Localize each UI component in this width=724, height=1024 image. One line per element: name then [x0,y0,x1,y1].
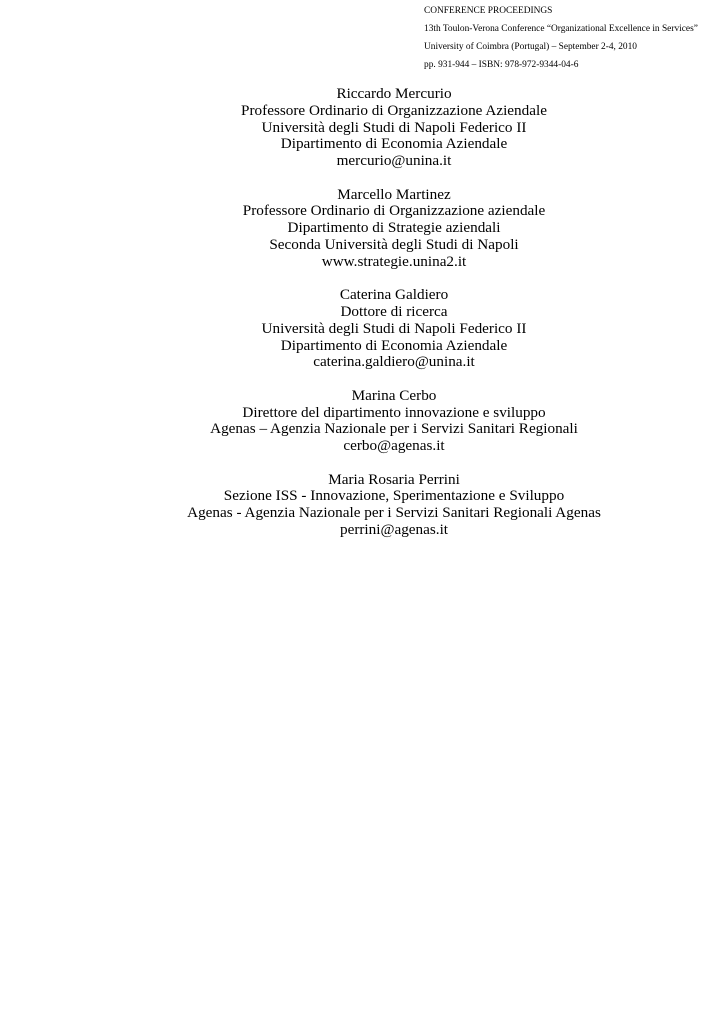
author-name: Maria Rosaria Perrini [328,470,460,488]
author-affiliation: Agenas – Agenzia Nazionale per i Servizi Sanitari Regionali [210,420,578,438]
conference-header-isbn: pp. 931-944 – ISBN: 978-972-9344-04-6 [424,60,579,70]
author-affiliation: Università degli Studi di Napoli Federico II [261,319,527,337]
author-website: www.strategie.unina2.it [321,252,467,270]
conference-header-event: 13th Toulon-Verona Conference “Organizational Excellence in Services” [424,24,698,34]
author-title: Professore Ordinario di Organizzazione Aziendale [241,101,547,119]
author-title: Professore Ordinario di Organizzazione aziendale [242,202,546,220]
author-title: Dottore di ricerca [340,302,448,320]
conference-header-venue: University of Coimbra (Portugal) – September 2-4, 2010 [424,42,637,52]
author-email: mercurio@unina.it [336,152,452,170]
author-block-perrini [0,472,724,539]
author-block-martinez [0,187,724,271]
author-affiliation: Università degli Studi di Napoli Federico II [261,118,527,136]
author-list [0,86,724,555]
author-department: Dipartimento di Strategie aziendali [287,219,501,237]
author-name: Marina Cerbo [351,386,437,404]
author-name: Caterina Galdiero [339,286,449,304]
author-block-mercurio [0,86,724,170]
author-affiliation: Agenas - Agenzia Nazionale per i Servizi Sanitari Regionali Agenas [187,504,601,522]
author-department: Sezione ISS - Innovazione, Sperimentazione e Sviluppo [223,487,565,505]
author-affiliation: Seconda Università degli Studi di Napoli [269,235,519,253]
author-block-galdiero [0,287,724,371]
author-email: perrini@agenas.it [339,520,449,538]
conference-header-title: CONFERENCE PROCEEDINGS [424,6,553,16]
author-department: Dipartimento di Economia Aziendale [280,336,508,354]
author-name: Riccardo Mercurio [336,85,452,102]
conference-header [424,2,722,74]
author-email: caterina.galdiero@unina.it [313,353,475,371]
author-name: Marcello Martinez [337,185,451,203]
author-department: Dipartimento di Economia Aziendale [280,135,508,153]
author-block-cerbo [0,388,724,455]
author-email: cerbo@agenas.it [343,437,445,455]
author-title: Direttore del dipartimento innovazione e sviluppo [242,403,546,421]
